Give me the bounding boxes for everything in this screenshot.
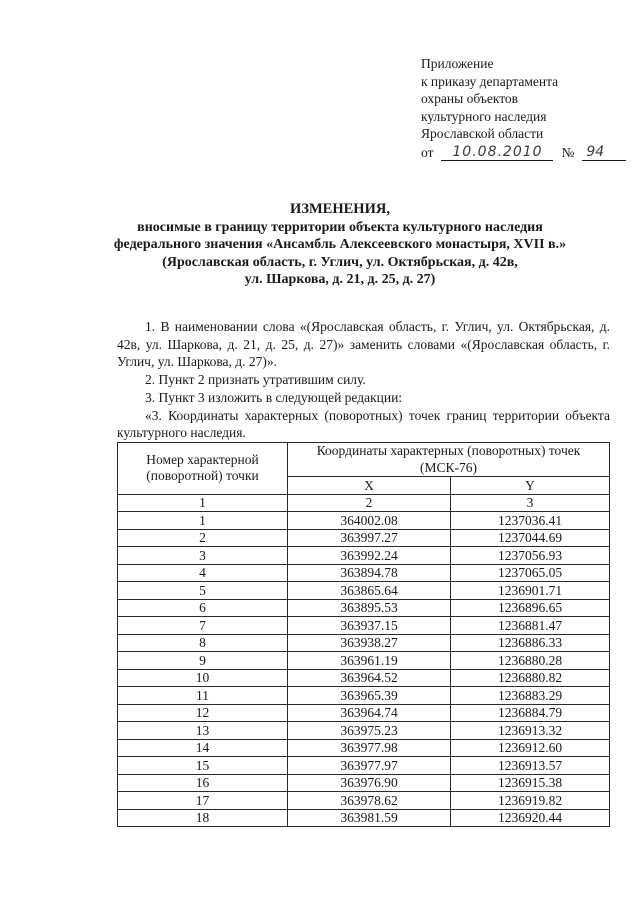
document-title [60,201,620,289]
point-number-cell: 16 [118,774,288,792]
x-coordinate-cell: 363938.27 [288,634,451,652]
column-number: 1 [118,494,288,512]
point-number-cell: 4 [118,564,288,582]
point-number-cell: 11 [118,687,288,705]
table-row [118,582,610,600]
appendix-line: охраны объектов [421,91,519,106]
table-row [118,792,610,810]
y-coordinate-cell: 1236901.71 [451,582,610,600]
y-coordinate-cell: 1236912.60 [451,739,610,757]
appendix-line: к приказу департамента [421,73,559,89]
appendix-line: Ярославской области [421,126,544,141]
table-row [118,704,610,722]
x-coordinate-cell: 364002.08 [288,512,451,530]
point-number-cell: 1 [118,512,288,530]
table-row [118,599,610,617]
point-number-cell: 12 [118,704,288,722]
point-number-cell: 17 [118,792,288,810]
coordinates-table [117,442,610,827]
y-coordinate-cell: 1236880.28 [451,652,610,670]
y-coordinate-cell: 1236919.82 [451,792,610,810]
table-row [118,757,610,775]
item-2: 2. Пункт 2 признать утратившим силу. [145,372,366,388]
table-row [118,529,610,547]
y-coordinate-cell: 1236896.65 [451,599,610,617]
header-x: X [288,477,451,495]
point-number-cell: 8 [118,634,288,652]
point-number-cell: 13 [118,722,288,740]
x-coordinate-cell: 363997.27 [288,529,451,547]
title-heading: ИЗМЕНЕНИЯ, [290,201,390,217]
y-coordinate-cell: 1236920.44 [451,809,610,827]
table-row [118,722,610,740]
table-row [118,564,610,582]
table-row [118,687,610,705]
order-number: 94 [582,144,626,161]
y-coordinate-cell: 1236883.29 [451,687,610,705]
table-row [118,739,610,757]
table-row [118,512,610,530]
y-coordinate-cell: 1236915.38 [451,774,610,792]
point-number-cell: 7 [118,617,288,635]
title-line: ул. Шаркова, д. 21, д. 25, д. 27) [244,272,436,287]
order-date: 10.08.2010 [441,144,553,161]
title-line: вносимые в границу территории объекта культурного наследия [137,219,543,235]
x-coordinate-cell: 363981.59 [288,809,451,827]
item-1: 1. В наименовании слова «(Ярославская область, г. Углич, ул. Октябрьская, д. 42в, ул. Шаркова, д. 21, д. 25, д. 27)» заменить словами «(Ярославская область, г. Углич, ул. Шаркова, д. 27)». [117,319,610,370]
table-row [118,547,610,565]
point-number-cell: 9 [118,652,288,670]
x-coordinate-cell: 363975.23 [288,722,451,740]
x-coordinate-cell: 363865.64 [288,582,451,600]
table-row [118,774,610,792]
x-coordinate-cell: 363964.52 [288,669,451,687]
x-coordinate-cell: 363977.98 [288,739,451,757]
x-coordinate-cell: 363976.90 [288,774,451,792]
number-label: № [561,144,575,160]
point-number-cell: 14 [118,739,288,757]
x-coordinate-cell: 363977.97 [288,757,451,775]
item-3: 3. Пункт 3 изложить в следующей редакции: [145,389,403,405]
y-coordinate-cell: 1236913.57 [451,757,610,775]
header-coordinates: Координаты характерных (поворотных) точек (МСК-76) [288,443,610,477]
x-coordinate-cell: 363978.62 [288,792,451,810]
y-coordinate-cell: 1237044.69 [451,529,610,547]
document-body [117,318,610,442]
point-number-cell: 10 [118,669,288,687]
coordinates-rows [118,512,610,827]
y-coordinate-cell: 1236884.79 [451,704,610,722]
point-number-cell: 18 [118,809,288,827]
title-line: федерального значения «Ансамбль Алексеевского монастыря, XVII в.» [113,237,567,252]
x-coordinate-cell: 363894.78 [288,564,451,582]
x-coordinate-cell: 363965.39 [288,687,451,705]
y-coordinate-cell: 1237056.93 [451,547,610,565]
date-prefix: от [421,144,434,160]
header-point-number: Номер характерной (поворотной) точки [118,443,288,495]
y-coordinate-cell: 1236880.82 [451,669,610,687]
header-y: Y [451,477,610,495]
y-coordinate-cell: 1236913.32 [451,722,610,740]
table-row [118,669,610,687]
point-number-cell: 2 [118,529,288,547]
appendix-block [421,55,631,161]
y-coordinate-cell: 1236881.47 [451,617,610,635]
title-line: (Ярославская область, г. Углич, ул. Октябрьская, д. 42в, [162,254,518,270]
table-row [118,617,610,635]
point-number-cell: 5 [118,582,288,600]
table-row [118,634,610,652]
point-number-cell: 6 [118,599,288,617]
x-coordinate-cell: 363992.24 [288,547,451,565]
y-coordinate-cell: 1236886.33 [451,634,610,652]
point-number-cell: 3 [118,547,288,565]
table-row [118,652,610,670]
table-row [118,809,610,827]
y-coordinate-cell: 1237065.05 [451,564,610,582]
column-number: 2 [288,494,451,512]
appendix-line: культурного наследия [421,108,547,124]
quote-paragraph: «3. Координаты характерных (поворотных) точек границ территории объекта культурного наследия. [117,407,610,441]
x-coordinate-cell: 363961.19 [288,652,451,670]
column-number: 3 [451,494,610,512]
x-coordinate-cell: 363937.15 [288,617,451,635]
point-number-cell: 15 [118,757,288,775]
x-coordinate-cell: 363964.74 [288,704,451,722]
x-coordinate-cell: 363895.53 [288,599,451,617]
order-date-line [421,144,631,162]
y-coordinate-cell: 1237036.41 [451,512,610,530]
appendix-line: Приложение [421,56,494,71]
